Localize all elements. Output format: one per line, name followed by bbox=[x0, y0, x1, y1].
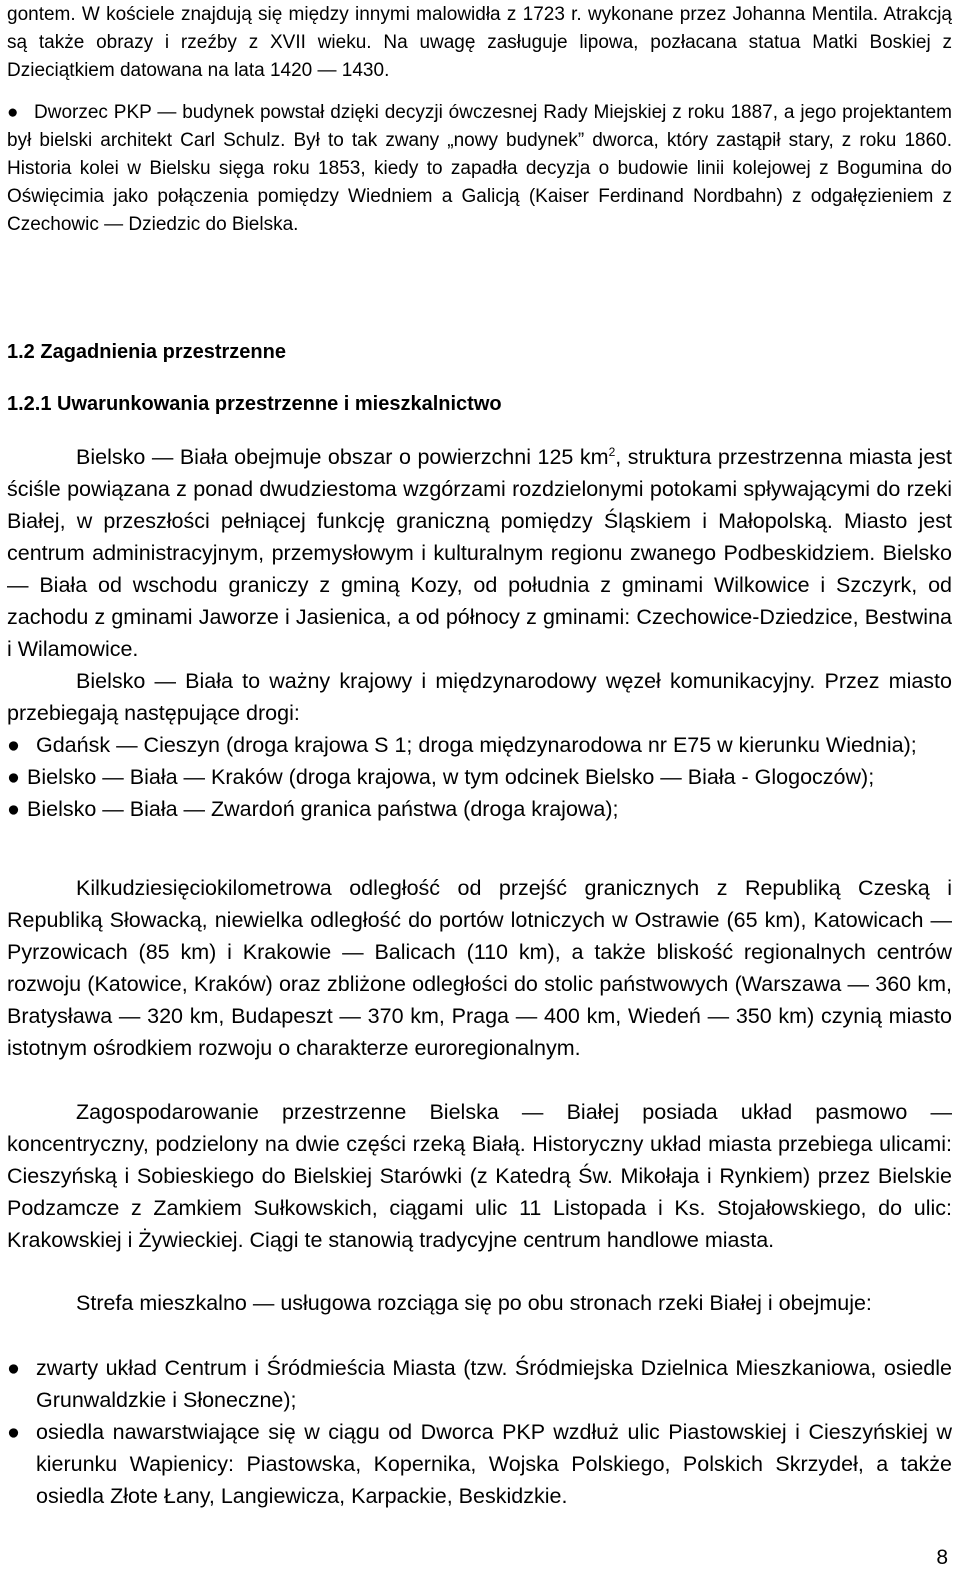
list-item: ● Gdańsk — Cieszyn (droga krajowa S 1; droga międzynarodowa nr E75 w kierunku Wiednia); bbox=[7, 729, 952, 761]
intro-paragraph: gontem. W kościele znajdują się między innymi malowidła z 1723 r. wykonane przez Johanna Mentila. Atrakcją są także obrazy i rzeźby z XVII wieku. Na uwagę zasługuje lipowa, pozłacana statua Matki Boskiej z Dzieciątkiem datowana na lata 1420 — 1430. bbox=[7, 4, 952, 81]
area-text-b: , struktura przestrzenna miasta jest ściśle powiązana z ponad dwudziestoma wzgórzami rozdzielonymi potokami spływającymi do rzeki Białej, w przeszłości pełniącej funkcję graniczną pomiędzy Śląskiem i Małopolską. Miasto jest centrum administracyjnym, przemysłowym i kulturalnym regionu zwanego Podbeskidziem. Bielsko — Biała od wschodu graniczy z gminą Kozy, od południa z gminami Wilkowice i Szczyrk, od zachodu z gminami Jaworze i Jasienica, a od północy z gminami: Czechowice-Dziedzice, Bestwina i Wilamowice. bbox=[7, 445, 952, 661]
page-number: 8 bbox=[936, 1546, 948, 1569]
bullet-icon: ● bbox=[7, 765, 20, 789]
zones-list bbox=[7, 1352, 952, 1512]
list-item: ● osiedla nawarstwiające się w ciągu od Dworca PKP wzdłuż ulic Piastowskiej i Cieszyńskiej w kierunku Wapienicy: Piastowska, Kopernika, Wojska Polskiego, Polskich Skrzydeł, a także osiedla Złote Łany, Langiewicza, Karpackie, Beskidzkie. bbox=[7, 1416, 952, 1512]
list-item: ● Bielsko — Biała — Kraków (droga krajowa, w tym odcinek Bielsko — Biała - Glogoczów); bbox=[7, 761, 952, 793]
bullet-icon: ● bbox=[7, 1420, 20, 1444]
strefa-paragraph: Strefa mieszkalno — usługowa rozciąga się po obu stronach rzeki Białej i obejmuje: bbox=[76, 1291, 872, 1315]
dworzec-paragraph bbox=[7, 99, 952, 239]
bullet-icon: ● bbox=[7, 102, 19, 123]
dworzec-text: Dworzec PKP — budynek powstał dzięki decyzji ówczesnej Rady Miejskiej z roku 1887, a jego projektantem był bielski architekt Carl Schulz. Był to tak zwany „nowy budynek” dworca, który zastąpił stary, z roku 1860. Historia kolei w Bielsku sięga roku 1853, kiedy to zapadła decyzja o budowie linii kolejowej z Bogumina do Oświęcimia jako połączenia pomiędzy Wiedniem a Galicją (Kaiser Ferdinand Nordbahn) z odgałęzieniem z Czechowic — Dziedzic do Bielska. bbox=[7, 102, 952, 235]
junction-paragraph: Bielsko — Biała to ważny krajowy i międzynarodowy węzeł komunikacyjny. Przez miasto przebiegają następujące drogi: bbox=[7, 669, 952, 725]
section-heading-1-2: 1.2 Zagadnienia przestrzenne bbox=[7, 341, 286, 363]
roads-list bbox=[7, 729, 952, 825]
distance-paragraph: Kilkudziesięciokilometrowa odległość od przejść granicznych z Republiką Czeską i Republiką Słowacką, niewielka odległość do portów lotniczych w Ostrawie (65 km), Katowicach — Pyrzowicach (85 km) i Krakowie — Balicach (110 km), a także bliskość regionalnych centrów rozwoju (Katowice, Kraków) oraz zbliżone odległości do stolic państwowych (Warszawa — 360 km, Bratysława — 320 km, Budapeszt — 370 km, Praga — 400 km, Wiedeń — 350 km) czynią miasto istotnym ośrodkiem rozwoju o charakterze euroregionalnym. bbox=[7, 876, 952, 1060]
list-item: ● Bielsko — Biała — Zwardoń granica państwa (droga krajowa); bbox=[7, 793, 952, 825]
zagospodarowanie-paragraph: Zagospodarowanie przestrzenne Bielska — Białej posiada układ pasmowo — koncentryczny, podzielony na dwie części rzeką Białą. Historyczny układ miasta przebiega ulicami: Cieszyńską i Sobieskiego do Bielskiej Starówki (z Katedrą Św. Mikołaja i Rynkiem) przez Bielskie Podzamcze z Zamkiem Sułkowskich, ciągami ulic 11 Listopada i Ks. Stojałowskiego, do ulic: Krakowskiej i Żywieckiej. Ciągi te stanowią tradycyjne centrum handlowe miasta. bbox=[7, 1100, 952, 1252]
area-text-a: Bielsko — Biała obejmuje obszar o powierzchni 125 km bbox=[76, 445, 609, 469]
bullet-icon: ● bbox=[7, 1356, 20, 1380]
bullet-icon: ● bbox=[7, 797, 20, 821]
area-superscript: 2 bbox=[608, 444, 616, 459]
area-paragraph bbox=[7, 441, 952, 665]
section-heading-1-2-1: 1.2.1 Uwarunkowania przestrzenne i mieszkalnictwo bbox=[7, 393, 502, 415]
bullet-icon: ● bbox=[7, 733, 20, 757]
list-item: ● zwarty układ Centrum i Śródmieścia Miasta (tzw. Śródmiejska Dzielnica Mieszkaniowa, osiedle Grunwaldzkie i Słoneczne); bbox=[7, 1352, 952, 1416]
